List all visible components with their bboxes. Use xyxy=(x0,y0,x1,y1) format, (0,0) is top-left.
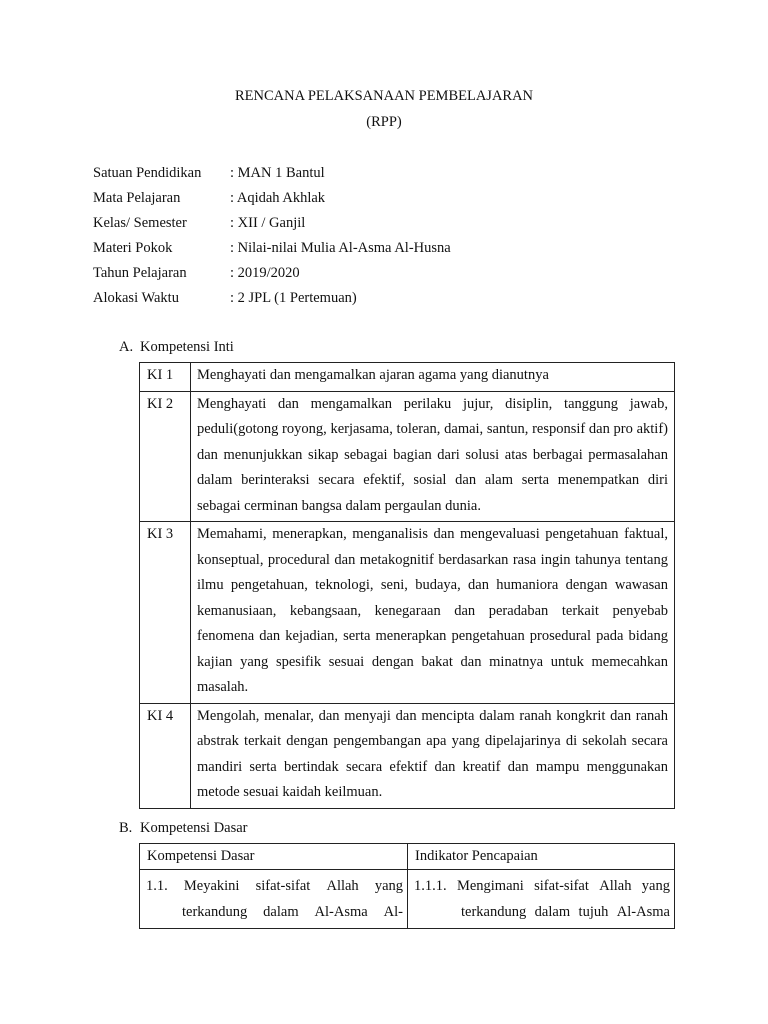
column-header-indikator-pencapaian: Indikator Pencapaian xyxy=(408,844,675,870)
meta-value: : MAN 1 Bantul xyxy=(230,165,325,181)
indikator-word: Allah xyxy=(599,878,632,894)
ki-code-cell: KI 1 xyxy=(140,363,191,392)
meta-label: Mata Pelajaran xyxy=(93,190,181,206)
meta-label: Materi Pokok xyxy=(93,240,173,256)
meta-row-tahun-pelajaran xyxy=(93,263,693,288)
indikator-word: terkandung xyxy=(461,904,527,920)
section-letter: B. xyxy=(119,820,133,836)
kd-word: yang xyxy=(374,878,403,894)
kompetensi-dasar-table xyxy=(139,843,675,929)
indikator-line xyxy=(414,899,670,925)
section-heading-kompetensi-dasar xyxy=(119,818,248,838)
meta-row-materi-pokok xyxy=(93,238,693,263)
meta-label: Satuan Pendidikan xyxy=(93,165,202,181)
section-title: Kompetensi Dasar xyxy=(140,820,248,836)
kd-word: Meyakini xyxy=(183,878,240,894)
meta-row-mata-pelajaran xyxy=(93,188,693,213)
section-letter: A. xyxy=(119,339,134,355)
document-subtitle: (RPP) xyxy=(366,114,402,130)
identity-block xyxy=(93,163,693,313)
section-heading-kompetensi-inti xyxy=(119,337,234,357)
indikator-word: Mengimani xyxy=(456,878,524,894)
meta-value: : XII / Ganjil xyxy=(230,215,306,231)
meta-label: Kelas/ Semester xyxy=(93,215,187,231)
table-row xyxy=(140,363,675,392)
meta-value: : 2019/2020 xyxy=(230,265,300,281)
indikator-word: Al-Asma xyxy=(616,904,670,920)
ki-description-cell: Menghayati dan mengamalkan ajaran agama yang dianutnya xyxy=(191,363,675,392)
table-row xyxy=(140,522,675,704)
ki-description-cell: Menghayati dan mengamalkan perilaku jujur, disiplin, tanggung jawab, peduli(gotong royong, kerjasama, toleran, damai, santun, responsif dan pro aktif) dan menunjukkan sikap sebagai bagian dari solusi atas berbagai permasalahan dalam berinteraksi secara efektif, sosial dan alam serta menempatkan diri sebagai cerminan bangsa dalam pergaulan dunia. xyxy=(191,391,675,522)
table-row xyxy=(140,703,675,808)
table-header-row xyxy=(140,844,675,870)
kd-line xyxy=(146,899,403,925)
section-title: Kompetensi Inti xyxy=(140,339,234,355)
ki-description-cell: Memahami, menerapkan, menganalisis dan mengevaluasi pengetahuan faktual, konseptual, procedural dan metakognitif berdasarkan rasa ingin tahunya tentang ilmu pengetahuan, teknologi, seni, budaya, dan humaniora dengan wawasan kemanusiaan, kebangsaan, kenegaraan dan peradaban terkait penyebab fenomena dan kejadian, serta menerapkan pengetahuan prosedural pada bidang kajian yang spesifik sesuai dengan bakat dan minatnya untuk memecahkan masalah. xyxy=(191,522,675,704)
kompetensi-inti-table xyxy=(139,362,675,809)
meta-value: : Nilai-nilai Mulia Al-Asma Al-Husna xyxy=(230,240,451,256)
indikator-number: 1.1.1. xyxy=(414,878,447,894)
indikator-word: yang xyxy=(641,878,670,894)
indikator-word: sifat-sifat xyxy=(534,878,589,894)
kd-word: Al- xyxy=(383,904,403,920)
kd-line xyxy=(146,873,403,899)
ki-code-cell: KI 3 xyxy=(140,522,191,704)
kd-word: Allah xyxy=(326,878,359,894)
meta-label: Alokasi Waktu xyxy=(93,290,179,306)
indikator-word: dalam xyxy=(534,904,571,920)
ki-description-cell: Mengolah, menalar, dan menyaji dan mencipta dalam ranah kongkrit dan ranah abstrak terkait dengan pengembangan apa yang dipelajarinya di sekolah secara mandiri serta bertindak secara efektif dan kreatif dan mampu menggunakan metode sesuai kaidah keilmuan. xyxy=(191,703,675,808)
column-header-kompetensi-dasar: Kompetensi Dasar xyxy=(140,844,408,870)
table-row xyxy=(140,391,675,522)
ki-code-cell: KI 4 xyxy=(140,703,191,808)
meta-label: Tahun Pelajaran xyxy=(93,265,187,281)
kd-word: terkandung xyxy=(182,904,248,920)
meta-value: : 2 JPL (1 Pertemuan) xyxy=(230,290,357,306)
meta-row-satuan-pendidikan xyxy=(93,163,693,188)
kd-word: dalam xyxy=(263,904,299,920)
indikator-cell xyxy=(408,870,675,929)
kd-word: Al-Asma xyxy=(314,904,368,920)
meta-row-alokasi-waktu xyxy=(93,288,693,313)
indikator-line xyxy=(414,873,670,899)
kd-cell xyxy=(140,870,408,929)
document-title: RENCANA PELAKSANAAN PEMBELAJARAN xyxy=(234,88,534,104)
table-row xyxy=(140,870,675,929)
kd-word: sifat-sifat xyxy=(255,878,311,894)
ki-code-cell: KI 2 xyxy=(140,391,191,522)
meta-row-kelas-semester xyxy=(93,213,693,238)
indikator-word: tujuh xyxy=(578,904,609,920)
meta-value: : Aqidah Akhlak xyxy=(230,190,326,206)
kd-number: 1.1. xyxy=(146,878,168,894)
